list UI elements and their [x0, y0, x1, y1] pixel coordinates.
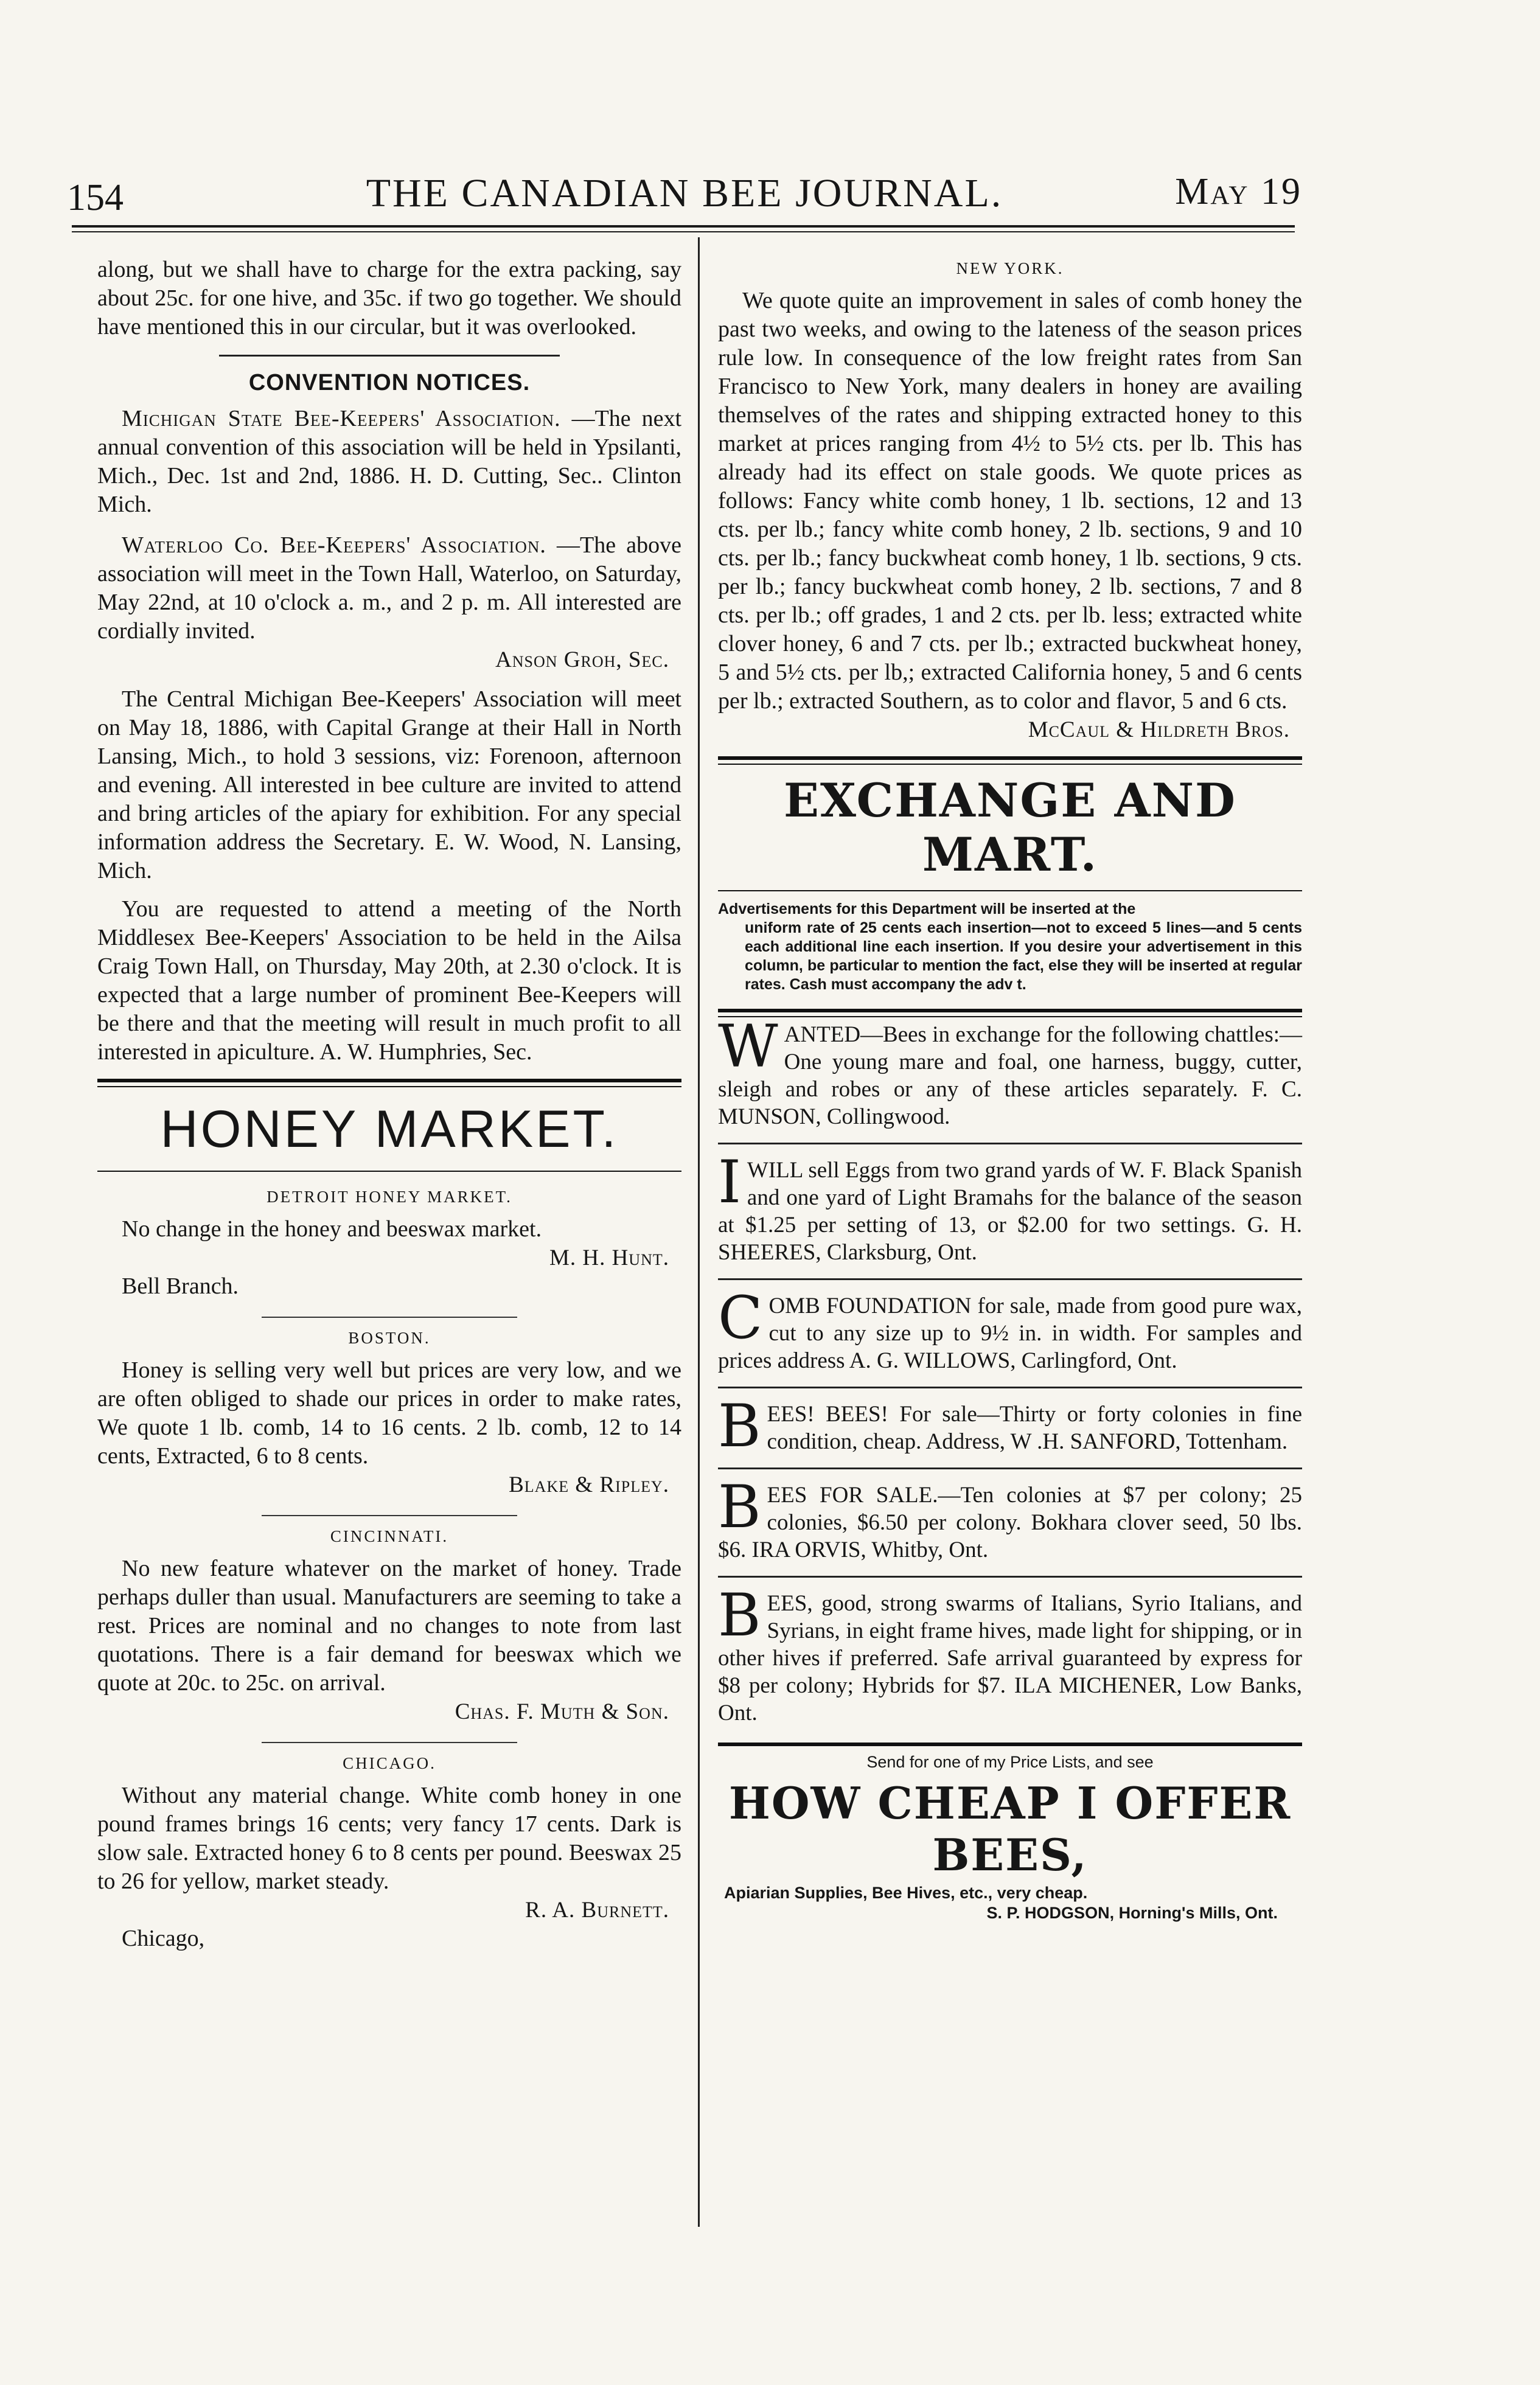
exchange-and-mart-title: EXCHANGE AND MART. [784, 773, 1236, 882]
drop-cap: B [718, 1473, 761, 1541]
cincinnati-heading: CINCINNATI. [330, 1527, 449, 1545]
chicago-signature: R. A. Burnett. [525, 1898, 669, 1923]
hodgson-line-2: S. P. HODGSON, Horning's Mills, Ont. [986, 1904, 1278, 1922]
new-york-heading: NEW YORK. [956, 259, 1064, 277]
ad-text: ANTED—Bees in exchange for the following chattles:—One young mare and foal, one harness, buggy, cutter, sleigh and robes or any of these articles separately. F. C. MUNSON, Collingwood. [718, 1022, 1302, 1129]
ad-divider [718, 1576, 1302, 1578]
cincinnati-signature: Chas. F. Muth & Son. [455, 1699, 669, 1724]
exchange-note-first: Advertisements for this Department will be inserted at the [718, 900, 1136, 917]
detroit-signature: M. H. Hunt. [549, 1245, 669, 1270]
ad-text: WILL sell Eggs from two grand yards of W. F. Black Spanish and one yard of Light Bramahs for the balance of the season at $1.25 per setting of 13, or $2.00 for two settings. G. H. SHEERES, Clarksburg, Ont. [718, 1158, 1302, 1265]
new-york-text: We quote quite an improvement in sales of comb honey the past two weeks, and owing to the lateness of the season prices rule low. In consequence of the low freight rates from San Francisco to New York, many dealers in honey are availing themselves of the rates and shipping extracted honey to this market at prices ranging from 4½ to 5½ cts. per lb. This has already had its effect on stale goods. We quote prices as follows: Fancy white comb honey, 1 lb. sections, 12 and 13 cts. per lb.; fancy white comb honey, 2 lb. sections, 9 and 10 cts. per lb.; fancy buckwheat comb honey, 1 lb. sections, 9 cts. per lb.; fancy buckwheat comb honey, 2 lb. sections, 7 and 8 cts. per lb.; off grades, 1 and 2 cts. per lb. less; extracted white clover honey, 6 and 7 cts. per lb.; extracted buckwheat honey, 5 and 5½ cts. per lb,; extracted California honey, 5 and 6 cents per lb.; extracted Southern, as to color and flavor, 5 and 6 cts. [718, 288, 1302, 714]
ad-bees-sanford [718, 1392, 1302, 1460]
drop-cap: I [718, 1148, 741, 1216]
ad-divider [718, 1387, 1302, 1388]
market-divider [262, 1515, 517, 1516]
journal-title: THE CANADIAN BEE JOURNAL. [366, 171, 1003, 215]
header-rule-thin [72, 231, 1295, 232]
opening-paragraph: along, but we shall have to charge for the extra packing, say about 25c. for one hive, and 35c. if two go together. We should have mentioned this in our circular, but it was overlooked. [97, 257, 681, 339]
ad-text: EES! BEES! For sale—Thirty or forty colonies in fine condition, cheap. Address, W .H. SANFORD, Tottenham. [767, 1402, 1302, 1454]
drop-cap: C [718, 1284, 763, 1352]
ad-eggs [718, 1148, 1302, 1270]
waterloo-notice-text: —The above association will meet in the Town Hall, Waterloo, on Saturday, May 22nd, at 10 o'clock a. m., and 2 p. m. All interested are cordially invited. [97, 532, 682, 644]
page-number: 154 [67, 177, 124, 218]
chicago-place: Chicago, [122, 1926, 205, 1951]
boston-signature: Blake & Ripley. [509, 1472, 669, 1497]
issue-date: May 19 [1175, 171, 1302, 212]
chicago-text: Without any material change. White comb honey in one pound frames brings 16 cents; very fancy 17 cents. Dark is slow sale. Extracted honey 6 to 8 cents per pound. Beeswax 25 to 26 for yellow, market steady. [97, 1783, 681, 1894]
boston-heading: BOSTON. [348, 1329, 431, 1347]
drop-cap: W [718, 1012, 778, 1081]
ad-divider [718, 1468, 1302, 1469]
drop-cap: B [718, 1392, 761, 1460]
detroit-place: Bell Branch. [122, 1273, 239, 1299]
section-rule-thin [97, 1086, 681, 1087]
ad-divider [718, 1143, 1302, 1144]
ad-bees-for-sale [718, 1473, 1302, 1567]
central-michigan-notice: The Central Michigan Bee-Keepers' Association will meet on May 18, 1886, with Capital Grange at their Hall in North Lansing, Mich., to hold 3 sessions, viz: Forenoon, afternoon and evening. All interested in bee culture are invited to attend and bring articles of the apiary for exhibition. For any special information address the Secretary. E. W. Wood, N. Lansing, Mich. [97, 686, 681, 883]
waterloo-notice [97, 531, 681, 646]
hodgson-headline: HOW CHEAP I OFFER BEES, [728, 1777, 1292, 1881]
ad-divider [718, 1278, 1302, 1280]
north-middlesex-notice: You are requested to attend a meeting of the North Middlesex Bee-Keepers' Association to be held in the Ailsa Craig Town Hall, on Thursday, May 20th, at 2.30 o'clock. It is expected that a large number of prominent Bee-Keepers will be there and that the meeting will result in much profit to all interested in apiculture. A. W. Humphries, Sec. [97, 896, 681, 1065]
detroit-heading: DETROIT HONEY MARKET. [267, 1188, 512, 1206]
ad-divider-heavy [718, 1743, 1302, 1746]
ornament-divider [219, 355, 560, 357]
page-header [67, 163, 1302, 230]
exchange-note [718, 900, 1302, 994]
detroit-text: No change in the honey and beeswax market. [122, 1216, 542, 1242]
section-rule-thin [718, 764, 1302, 765]
ad-bees-michener [718, 1581, 1302, 1730]
market-divider [262, 1742, 517, 1743]
column-divider [698, 237, 700, 2227]
michigan-notice [97, 405, 681, 519]
exchange-note-rest: uniform rate of 25 cents each insertion—not to exceed 5 lines—and 5 cents each additional line each insertion. If you desire your advertisement in this column, be particular to mention the fact, else they will be inserted at regular rates. Cash must accompany the adv t. [745, 919, 1302, 993]
header-rule [72, 225, 1295, 228]
honey-market-title: HONEY MARKET. [160, 1100, 619, 1158]
ads-rule [718, 1009, 1302, 1012]
ad-comb-foundation [718, 1284, 1302, 1378]
cincinnati-text: No new feature whatever on the market of honey. Trade perhaps duller than usual. Manufacturers are seeming to take a rest. Prices are nominal and no changes to note from last quotations. There is a fair demand for beeswax which we quote at 20c. to 25c. on arrival. [97, 1556, 681, 1696]
ad-text: EES, good, strong swarms of Italians, Syrio Italians, and Syrians, in eight frame hives, made light for shipping, or in other hives if preferred. Safe arrival guaranteed by express for $8 per colony; Hybrids for $7. ILA MICHENER, Low Banks, Ont. [718, 1591, 1302, 1725]
market-divider [262, 1317, 517, 1318]
ad-text: OMB FOUNDATION for sale, made from good pure wax, cut to any size up to 9½ in. in width. For samples and prices address A. G. WILLOWS, Carlingford, Ont. [718, 1293, 1302, 1373]
section-rule [718, 756, 1302, 760]
waterloo-signature: Anson Groh, Sec. [495, 647, 669, 672]
ad-text: EES FOR SALE.—Ten colonies at $7 per colony; 25 colonies, $6.50 per colony. Bokhara clover seed, 50 lbs. $6. IRA ORVIS, Whitby, Ont. [718, 1483, 1302, 1562]
right-column [718, 256, 1302, 1923]
waterloo-association-name: Waterloo Co. Bee-Keepers' Association. [122, 532, 546, 558]
michigan-association-name: Michigan State Bee-Keepers' Association. [122, 406, 561, 431]
hodgson-line-1: Apiarian Supplies, Bee Hives, etc., very cheap. [724, 1884, 1088, 1902]
boston-text: Honey is selling very well but prices are very low, and we are often obliged to shade our prices in order to make rates, We quote 1 lb. comb, 14 to 16 cents. 2 lb. comb, 12 to 14 cents, Extracted, 6 to 8 cents. [97, 1357, 681, 1469]
new-york-signature: McCaul & Hildreth Bros. [1028, 717, 1290, 742]
hodgson-top-line: Send for one of my Price Lists, and see [866, 1753, 1154, 1771]
left-column [97, 256, 681, 1953]
chicago-heading: CHICAGO. [343, 1754, 436, 1772]
ad-wanted [718, 1012, 1302, 1134]
michigan-notice-text: —The next annual convention of this association will be held in Ypsilanti, Mich., Dec. 1st and 2nd, 1886. H. D. Cutting, Sec.. Clinton Mich. [97, 406, 681, 517]
section-rule [97, 1079, 681, 1082]
convention-notices-heading: CONVENTION NOTICES. [248, 370, 531, 395]
drop-cap: B [718, 1581, 761, 1649]
